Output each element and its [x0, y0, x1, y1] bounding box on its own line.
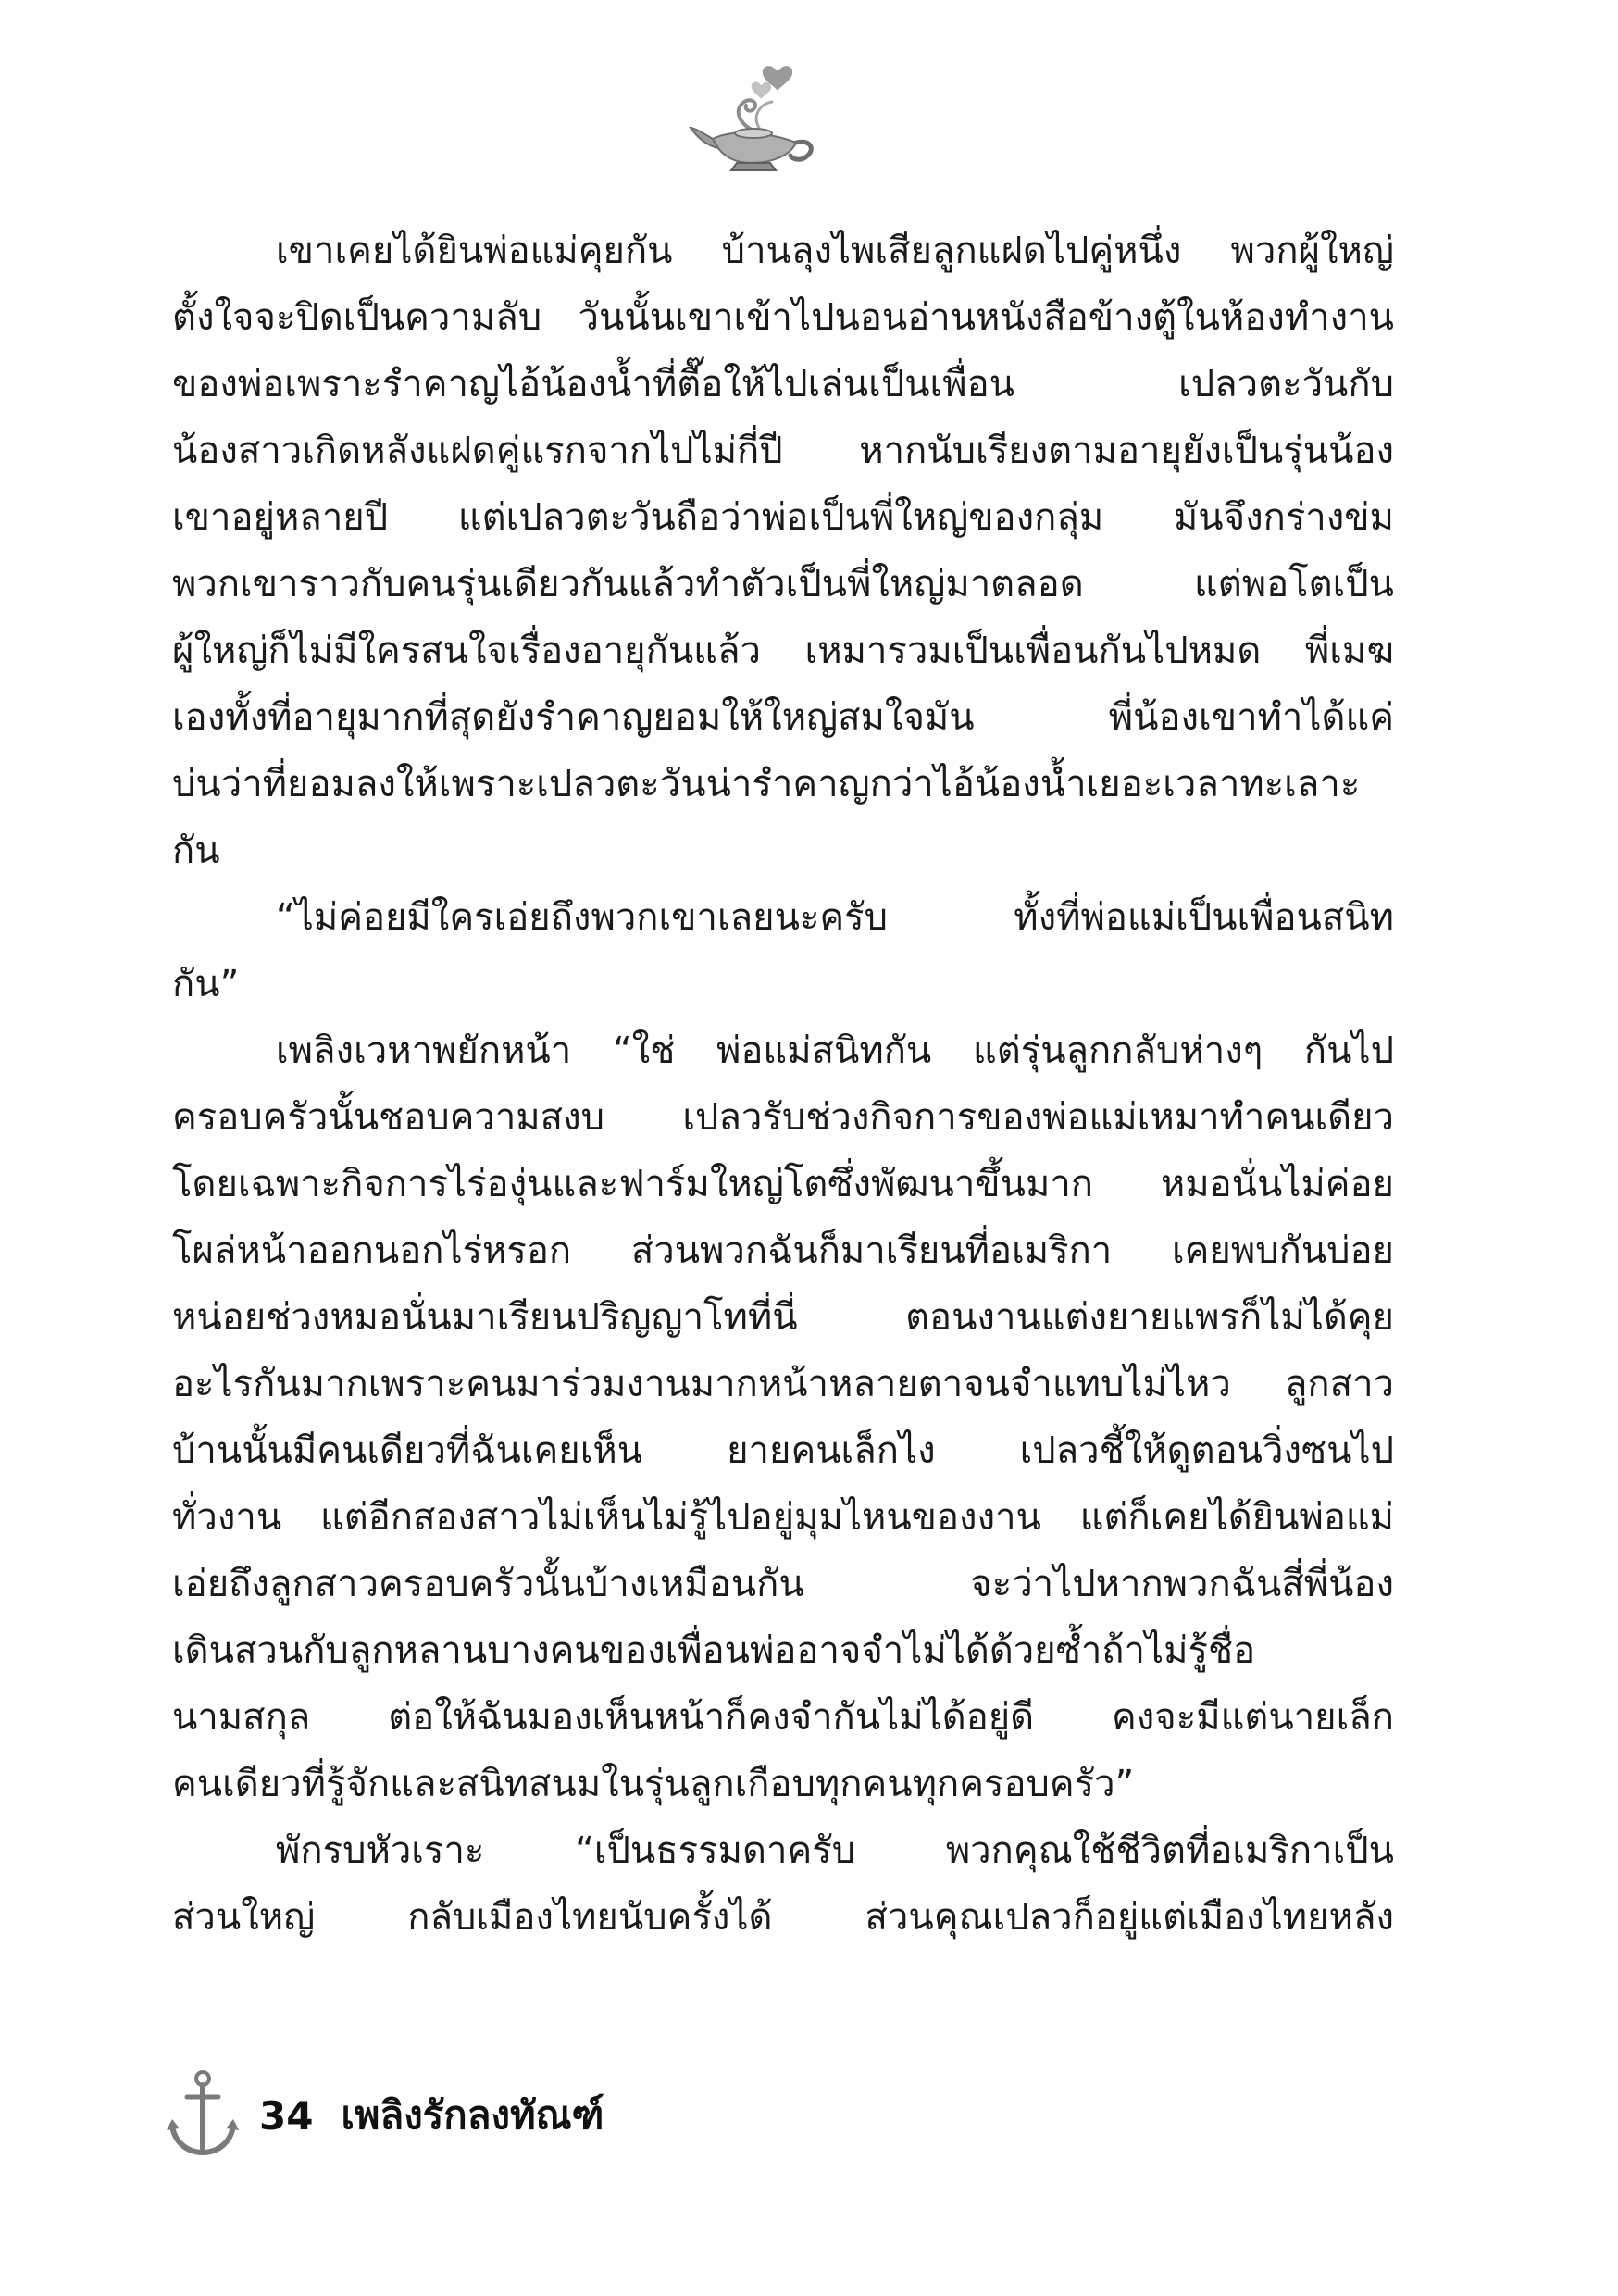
text-line: ครอบครัวนั้นชอบความสงบ เปลวรับช่วงกิจการของพ่อแม่เหมาทำคนเดียว: [172, 1096, 1394, 1139]
text-line: หน่อยช่วงหมอนั่นมาเรียนปริญญาโทที่นี่ ตอนงานแต่งยายแพรก็ไม่ได้คุย: [172, 1296, 1394, 1339]
text-line: “ไม่ค่อยมีใครเอ่ยถึงพวกเขาเลยนะครับ ทั้งที่พ่อแม่เป็นเพื่อนสนิท: [276, 896, 1394, 939]
genie-lamp-with-hearts-icon: [687, 54, 826, 174]
text-line: ส่วนใหญ่ กลับเมืองไทยนับครั้งได้ ส่วนคุณเปลวก็อยู่แต่เมืองไทยหลัง: [172, 1896, 1394, 1939]
text-line: ตั้งใจจะปิดเป็นความลับ วันนั้นเขาเข้าไปนอนอ่านหนังสือข้างตู้ในห้องทำงาน: [172, 296, 1394, 339]
text-line: บ่นว่าที่ยอมลงให้เพราะเปลวตะวันน่ารำคาญกว่าไอ้น้องน้ำเยอะเวลาทะเลาะ: [172, 763, 1361, 805]
page-number: 34: [259, 2092, 314, 2139]
text-line: เพลิงเวหาพยักหน้า “ใช่ พ่อแม่สนิทกัน แต่รุ่นลูกกลับห่างๆ กันไป: [276, 1029, 1394, 1072]
text-line: เองทั้งที่อายุมากที่สุดยังรำคาญยอมให้ใหญ่สมใจมัน พี่น้องเขาทำได้แค่: [172, 696, 1394, 739]
text-line: โดยเฉพาะกิจการไร่องุ่นและฟาร์มใหญ่โตซึ่งพัฒนาขึ้นมาก หมอนั่นไม่ค่อย: [172, 1163, 1394, 1205]
text-line: กัน: [172, 830, 220, 872]
text-line: พวกเขาราวกับคนรุ่นเดียวกันแล้วทำตัวเป็นพี่ใหญ่มาตลอด แต่พอโตเป็น: [172, 563, 1394, 605]
book-title: เพลิงรักลงทัณฑ์: [341, 2092, 604, 2138]
text-line: เขาเคยได้ยินพ่อแม่คุยกัน บ้านลุงไพเสียลูกแฝดไปคู่หนึ่ง พวกผู้ใหญ่: [276, 230, 1394, 272]
text-line: ผู้ใหญ่ก็ไม่มีใครสนใจเรื่องอายุกันแล้ว เหมารวมเป็นเพื่อนกันไปหมด พี่เมฆ: [172, 630, 1394, 672]
text-line: น้องสาวเกิดหลังแฝดคู่แรกจากไปไม่กี่ปี หากนับเรียงตามอายุยังเป็นรุ่นน้อง: [172, 430, 1394, 472]
body-text: [172, 218, 1394, 1951]
anchor-icon: [165, 2069, 241, 2162]
page-footer: [165, 2065, 604, 2166]
text-line: อะไรกันมากเพราะคนมาร่วมงานมากหน้าหลายตาจนจำแทบไม่ไหว ลูกสาว: [172, 1363, 1394, 1405]
text-line: เดินสวนกับลูกหลานบางคนของเพื่อนพ่ออาจจำไม่ได้ด้วยซ้ำถ้าไม่รู้ชื่อ: [172, 1629, 1256, 1672]
text-line: ของพ่อเพราะรำคาญไอ้น้องน้ำที่ตื๊อให้ไปเล่นเป็นเพื่อน เปลวตะวันกับ: [172, 363, 1394, 406]
text-line: พักรบหัวเราะ “เป็นธรรมดาครับ พวกคุณใช้ชีวิตที่อเมริกาเป็น: [276, 1829, 1394, 1872]
text-line: โผล่หน้าออกนอกไร่หรอก ส่วนพวกฉันก็มาเรียนที่อเมริกา เคยพบกันบ่อย: [172, 1229, 1394, 1272]
text-line: บ้านนั้นมีคนเดียวที่ฉันเคยเห็น ยายคนเล็กไง เปลวชี้ให้ดูตอนวิ่งซนไป: [172, 1429, 1394, 1472]
text-line: กัน”: [172, 963, 240, 1005]
text-line: ทั่วงาน แต่อีกสองสาวไม่เห็นไม่รู้ไปอยู่มุมไหนของงาน แต่ก็เคยได้ยินพ่อแม่: [172, 1496, 1394, 1539]
text-line: เขาอยู่หลายปี แต่เปลวตะวันถือว่าพ่อเป็นพี่ใหญ่ของกลุ่ม มันจึงกร่างข่ม: [172, 496, 1394, 539]
text-line: คนเดียวที่รู้จักและสนิทสนมในรุ่นลูกเกือบทุกคนทุกครอบครัว”: [172, 1763, 1135, 1805]
text-line: นามสกุล ต่อให้ฉันมองเห็นหน้าก็คงจำกันไม่ได้อยู่ดี คงจะมีแต่นายเล็ก: [172, 1696, 1394, 1739]
text-line: เอ่ยถึงลูกสาวครอบครัวนั้นบ้างเหมือนกัน จะว่าไปหากพวกฉันสี่พี่น้อง: [172, 1563, 1394, 1605]
